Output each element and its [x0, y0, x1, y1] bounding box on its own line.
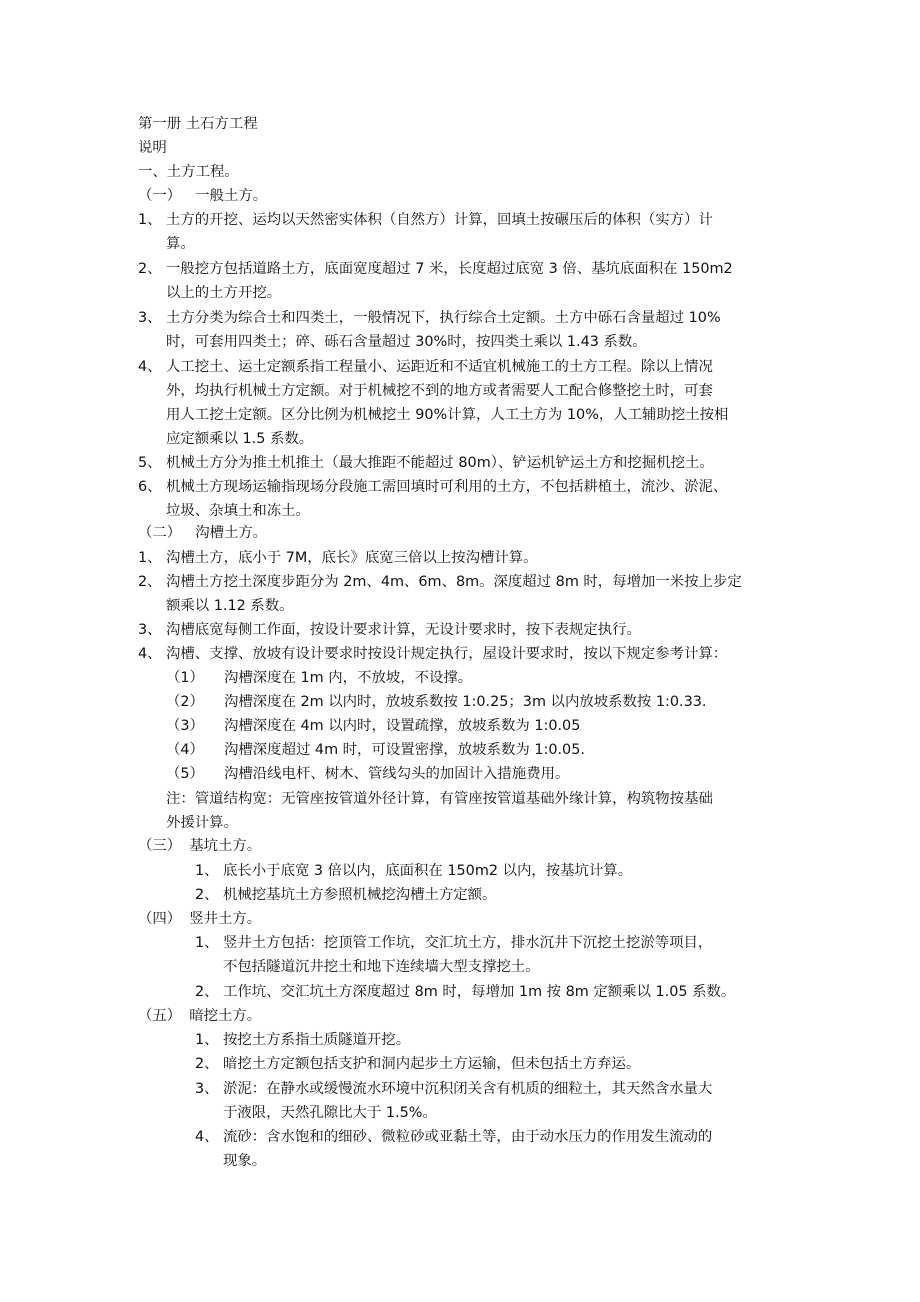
- item-text-line: 垃圾、杂填土和冻土。: [166, 503, 310, 519]
- volume-title: 第一册 土石方工程: [138, 116, 258, 132]
- item-text-line: 用人工挖土定额。区分比例为机械挖土 90%计算，人工土方为 10%，人工辅助挖土按相: [166, 407, 729, 423]
- subsection-number: （二）: [138, 525, 182, 541]
- item-number: 4、: [195, 1129, 219, 1145]
- note-line: 注：管道结构宽：无管座按管道外径计算，有管座按管道基础外缘计算，构筑物按基础: [166, 791, 713, 807]
- sub-item-number: （4）: [166, 742, 204, 758]
- subsection-title: 暗挖土方。: [189, 1008, 262, 1024]
- sub-item-text: 沟槽深度超过 4m 时，可设置密撑，放坡系数为 1:0.05.: [224, 742, 585, 758]
- item-text-line: 土方的开挖、运均以天然密实体积（自然方）计算，回填土按碾压后的体积（实方）计: [166, 212, 713, 228]
- item-number: 5、: [138, 455, 162, 471]
- item-text-line: 于液限，天然孔隙比大于 1.5%。: [223, 1105, 437, 1121]
- subsection-heading: [138, 907, 261, 931]
- item-text-line: 应定额乘以 1.5 系数。: [166, 431, 314, 447]
- sub-item-number: （1）: [166, 670, 204, 686]
- item-text-line: 沟槽、支撑、放坡有设计要求时按设计规定执行，屋设计要求时，按以下规定参考计算：: [166, 646, 728, 662]
- item-number: 1、: [138, 550, 162, 566]
- item-text-line: 不包括隧道沉井挖土和地下连续墙大型支撑挖土。: [223, 959, 540, 975]
- sub-item-number: （3）: [166, 718, 204, 734]
- item-number: 2、: [138, 261, 162, 277]
- sub-item-text: 沟槽深度在 2m 以内时，放坡系数按 1:0.25；3m 以内放坡系数按 1:0.33.: [224, 694, 707, 710]
- item-text-line: 时，可套用四类土；碎、砾石含量超过 30%时，按四类土乘以 1.43 系数。: [166, 334, 647, 350]
- item-number: 4、: [138, 646, 162, 662]
- item-number: 1、: [195, 863, 219, 879]
- item-number: 2、: [195, 887, 219, 903]
- item-number: 4、: [138, 359, 162, 375]
- item-number: 1、: [195, 935, 219, 951]
- item-text-line: 以上的土方开挖。: [166, 285, 282, 301]
- item-number: 2、: [195, 1056, 219, 1072]
- subsection-number: （一）: [138, 188, 182, 204]
- item-number: 3、: [138, 622, 162, 638]
- subsection-heading: [138, 521, 267, 545]
- item-text-line: 沟槽底宽每侧工作面，按设计要求计算，无设计要求时，按下表规定执行。: [166, 622, 641, 638]
- item-text-line: 现象。: [223, 1153, 267, 1169]
- item-text-line: 沟槽土方挖土深度步距分为 2m、4m、6m、8m。深度超过 8m 时，每增加一米按上步定: [166, 574, 742, 590]
- subsection-number: （四）: [138, 911, 182, 927]
- subsection-heading: [138, 834, 261, 858]
- item-text-line: 沟槽土方，底小于 7M，底长》底宽三倍以上按沟槽计算。: [166, 550, 538, 566]
- item-text-line: 额乘以 1.12 系数。: [166, 598, 294, 614]
- subsection-title: 基坑土方。: [189, 838, 262, 854]
- item-number: 1、: [195, 1032, 219, 1048]
- item-text-line: 底长小于底宽 3 倍以内，底面积在 150m2 以内，按基坑计算。: [223, 863, 633, 879]
- section-label-explain: 说明: [138, 140, 167, 156]
- item-text-line: 人工挖土、运土定额系指工程量小、运距近和不适宜机械施工的土方工程。除以上情况: [166, 359, 713, 375]
- note-line: 外援计算。: [166, 815, 238, 831]
- item-number: 6、: [138, 479, 162, 495]
- item-text-line: 一般挖方包括道路土方，底面宽度超过 7 米，长度超过底宽 3 倍、基坑底面积在 150m2: [166, 261, 733, 277]
- subsection-number: （三）: [138, 838, 182, 854]
- subsection-number: （五）: [138, 1008, 182, 1024]
- item-text-line: 机械土方分为推土机推土（最大推距不能超过 80m）、铲运机铲运土方和挖掘机挖土。: [166, 455, 714, 471]
- subsection-heading: [138, 184, 267, 208]
- item-text-line: 土方分类为综合土和四类土，一般情况下，执行综合土定额。土方中砾石含量超过 10%: [166, 310, 721, 326]
- sub-item-text: 沟槽沿线电杆、树木、管线勾头的加固计入措施费用。: [224, 766, 570, 782]
- section-heading-earthwork: 一、土方工程。: [138, 164, 239, 180]
- item-text-line: 淤泥：在静水或缓慢流水环境中沉积闭关含有机质的细粒土，其天然含水量大: [223, 1081, 713, 1097]
- item-number: 1、: [138, 212, 162, 228]
- item-text-line: 算。: [166, 236, 195, 252]
- sub-item-number: （2）: [166, 694, 204, 710]
- item-text-line: 暗挖土方定额包括支护和洞内起步土方运输，但未包括土方弃运。: [223, 1056, 641, 1072]
- subsection-title: 沟槽土方。: [195, 525, 268, 541]
- sub-item-number: （5）: [166, 766, 204, 782]
- subsection-heading: [138, 1004, 261, 1028]
- item-text-line: 按挖土方系指土质隧道开挖。: [223, 1032, 411, 1048]
- item-text-line: 竖井土方包括：挖顶管工作坑，交汇坑土方，排水沉井下沉挖土挖淤等项目，: [223, 935, 713, 951]
- subsection-title: 一般土方。: [195, 188, 268, 204]
- item-number: 3、: [138, 310, 162, 326]
- sub-item-text: 沟槽深度在 1m 内，不放坡，不设撑。: [224, 670, 473, 686]
- item-text-line: 机械土方现场运输指现场分段施工需回填时可利用的土方，不包括耕植土，流沙、淤泥、: [166, 479, 728, 495]
- sub-item-text: 沟槽深度在 4m 以内时，设置疏撑，放坡系数为 1:0.05: [224, 718, 581, 734]
- item-number: 2、: [138, 574, 162, 590]
- item-text-line: 流砂：含水饱和的细砂、微粒砂或亚黏土等，由于动水压力的作用发生流动的: [223, 1129, 713, 1145]
- item-text-line: 机械挖基坑土方参照机械挖沟槽土方定额。: [223, 887, 497, 903]
- item-text-line: 工作坑、交汇坑土方深度超过 8m 时，每增加 1m 按 8m 定额乘以 1.05 系数。: [223, 984, 736, 1000]
- item-text-line: 外，均执行机械土方定额。对于机械挖不到的地方或者需要人工配合修整挖土时，可套: [166, 383, 713, 399]
- subsection-title: 竖井土方。: [189, 911, 262, 927]
- item-number: 3、: [195, 1081, 219, 1097]
- item-number: 2、: [195, 984, 219, 1000]
